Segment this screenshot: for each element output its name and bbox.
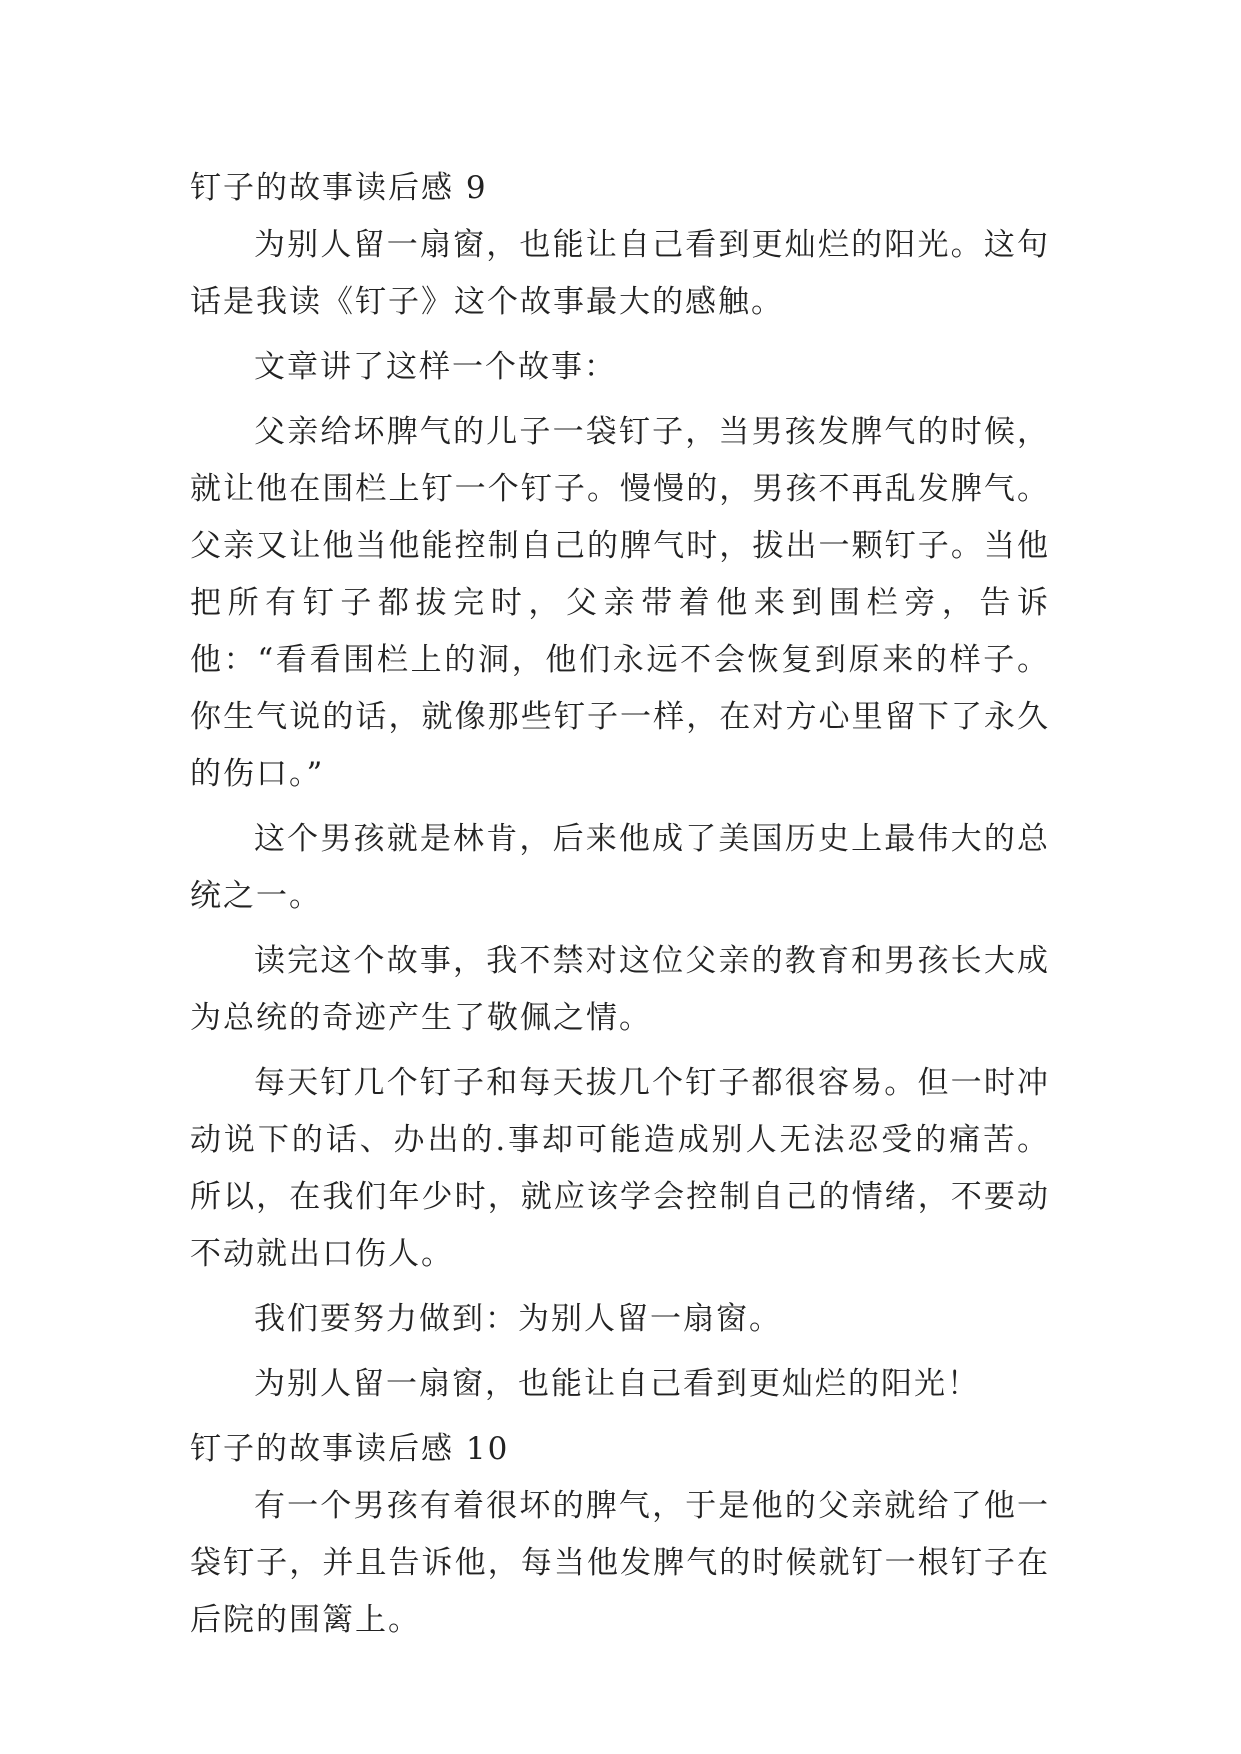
paragraph: 为别人留一扇窗，也能让自己看到更灿烂的阳光。这句话是我读《钉子》这个故事最大的感触。 (190, 227, 1050, 320)
document-body (190, 160, 1050, 1657)
paragraph: 这个男孩就是林肯，后来他成了美国历史上最伟大的总统之一。 (190, 821, 1050, 914)
section-title: 钉子的故事读后感 10 (190, 1431, 510, 1467)
paragraph: 有一个男孩有着很坏的脾气，于是他的父亲就给了他一袋钉子，并且告诉他，每当他发脾气的时候就钉一根钉子在后院的围篱上。 (190, 1488, 1050, 1638)
section-essay-9 (190, 160, 1050, 1413)
paragraph: 为别人留一扇窗，也能让自己看到更灿烂的阳光！ (254, 1366, 980, 1402)
section-essay-10 (190, 1421, 1050, 1649)
paragraph: 每天钉几个钉子和每天拔几个钉子都很容易。但一时冲动说下的话、办出的.事却可能造成别人无法忍受的痛苦。所以，在我们年少时，就应该学会控制自己的情绪，不要动不动就出口伤人。 (190, 1065, 1050, 1272)
paragraph: 读完这个故事，我不禁对这位父亲的教育和男孩长大成为总统的奇迹产生了敬佩之情。 (190, 943, 1050, 1036)
paragraph: 我们要努力做到：为别人留一扇窗。 (254, 1301, 782, 1337)
section-title: 钉子的故事读后感 9 (190, 170, 488, 206)
paragraph: 文章讲了这样一个故事： (254, 349, 617, 385)
paragraph: 父亲给坏脾气的儿子一袋钉子，当男孩发脾气的时候，就让他在围栏上钉一个钉子。慢慢的，男孩不再乱发脾气。父亲又让他当他能控制自己的脾气时，拔出一颗钉子。当他把所有钉子都拔完时，父亲带着他来到围栏旁，告诉他：“看看围栏上的洞，他们永远不会恢复到原来的样子。你生气说的话，就像那些钉子一样，在对方心里留下了永久的伤口。” (190, 414, 1050, 792)
